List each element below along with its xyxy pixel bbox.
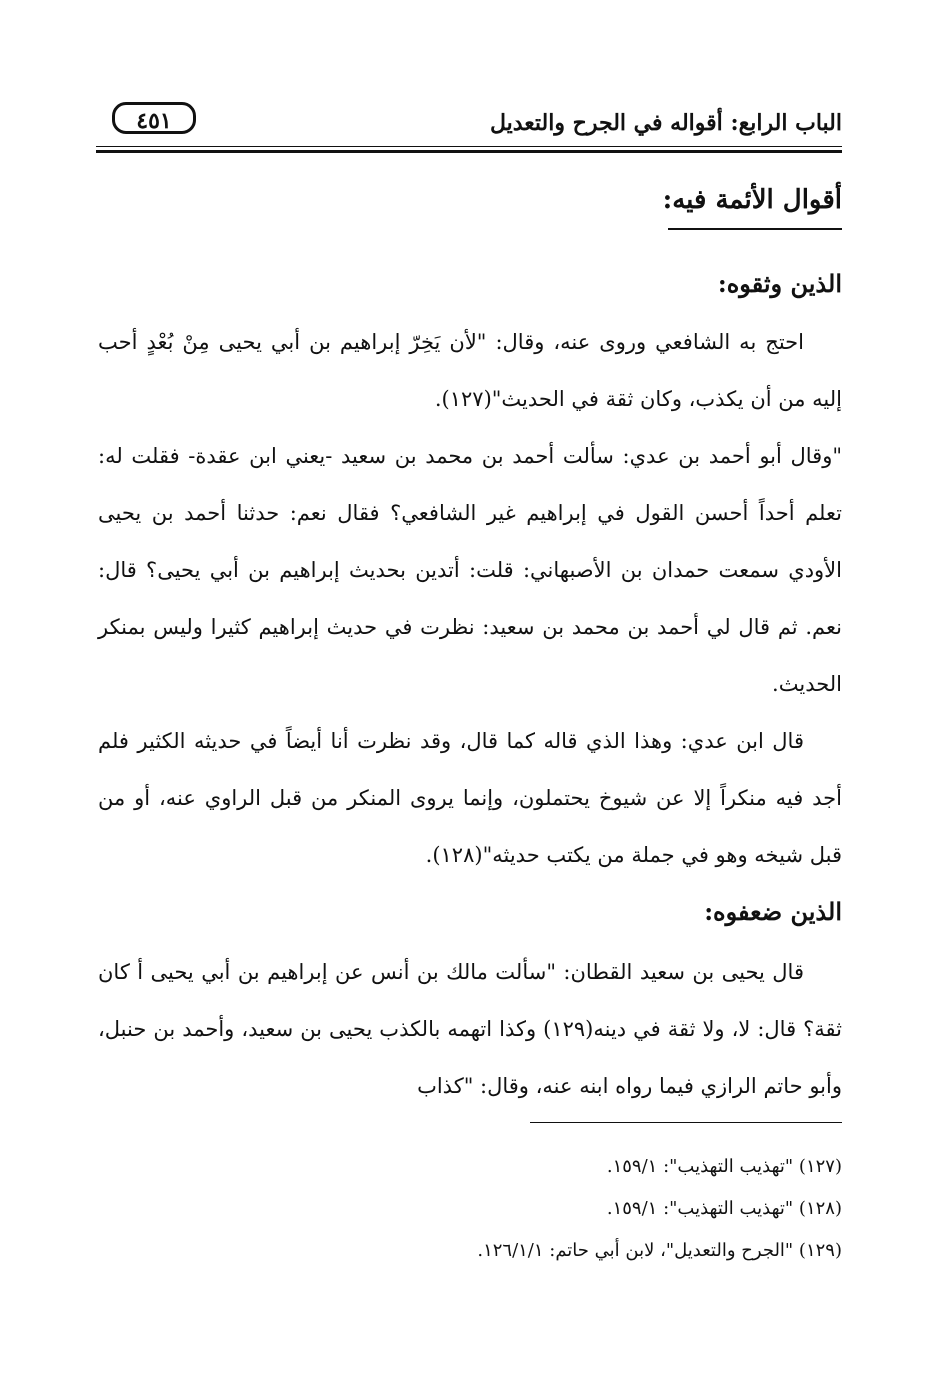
footnote-129: (١٢٩) "الجرح والتعديل"، لابن أبي حاتم: ١٢٦/١/١. — [477, 1240, 842, 1261]
footnotes — [98, 1146, 842, 1272]
section-heading: أقوال الأئمة فيه: — [662, 185, 842, 215]
footnote-127: (١٢٧) "تهذيب التهذيب": ١٥٩/١. — [606, 1156, 842, 1177]
trusted-heading: الذين وثقوه: — [717, 269, 842, 298]
paragraph-trusted-2: "وقال أبو أحمد بن عدي: سألت أحمد بن محمد بن سعيد -يعني ابن عقدة- فقلت له: تعلم أحداً أحسن القول في إبراهيم غير الشافعي؟ فقال نعم: حدثنا أحمد بن يحيى الأودي سمعت حمدان بن الأصبهاني: قلت: أتدين بحديث إبراهيم بن أبي يحيى؟ قال: نعم. ثم قال لي أحمد بن محمد بن سعيد: نظرت في حديث إبراهيم كثيرا وليس بمنكر الحديث. — [98, 444, 842, 696]
footnote-separator — [530, 1122, 842, 1123]
chapter-title: الباب الرابع: أقواله في الجرح والتعديل — [489, 110, 842, 136]
paragraph-weakened-1: قال يحيى بن سعيد القطان: "سألت مالك بن أنس عن إبراهيم بن أبي يحيى أ كان ثقة؟ قال: لا، ولا ثقة في دينه(١٢٩) وكذا اتهمه بالكذب يحيى بن سعيد، وأحمد بن حنبل، وأبو حاتم الرازي فيما رواه ابنه عنه، وقال: "كذاب — [98, 960, 842, 1098]
weakened-heading: الذين ضعفوه: — [704, 897, 842, 926]
header-rule-thin — [96, 146, 842, 147]
paragraph-trusted-1: احتج به الشافعي وروى عنه، وقال: "لأن يَخِرّ إبراهيم بن أبي يحيى مِنْ بُعْدٍ أحب إليه من أن يكذب، وكان ثقة في الحديث"(١٢٧). — [98, 330, 842, 411]
paragraph-trusted-3: قال ابن عدي: وهذا الذي قاله كما قال، وقد نظرت أنا أيضاً في حديثه الكثير فلم أجد فيه منكراً إلا عن شيوخ يحتملون، وإنما يروى المنكر من قبل الراوي عنه، أو من قبل شيخه وهو في جملة من يكتب حديثه"(١٢٨). — [98, 729, 842, 867]
page-number: ٤٥١ — [112, 102, 196, 134]
header-rule-thick — [96, 150, 842, 153]
section-heading-underline — [668, 228, 842, 230]
footnote-128: (١٢٨) "تهذيب التهذيب": ١٥٩/١. — [606, 1198, 842, 1219]
running-header — [96, 100, 842, 148]
